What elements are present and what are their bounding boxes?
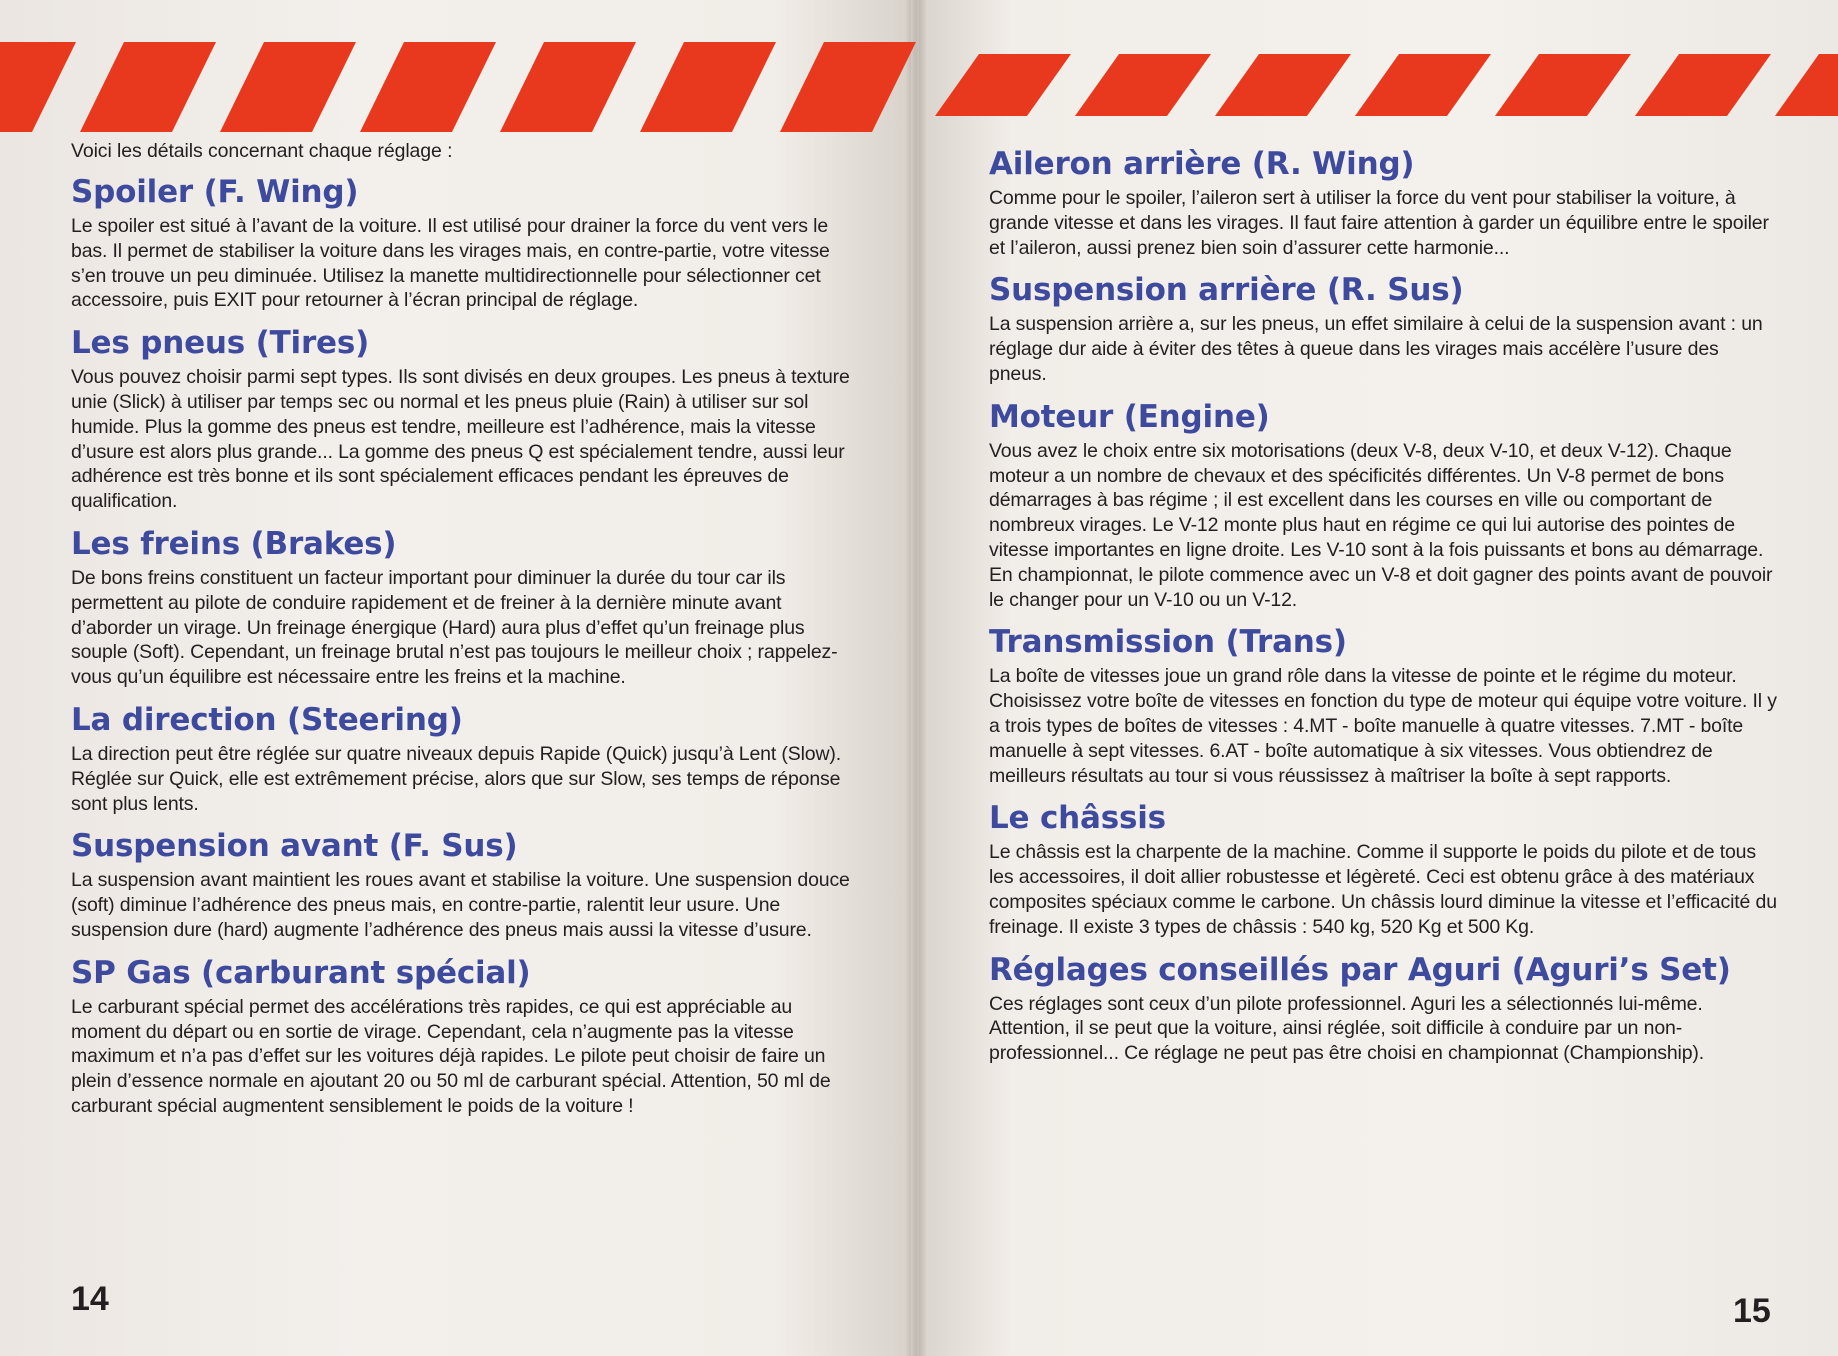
- section-body: Vous pouvez choisir parmi sept types. Ils sont divisés en deux groupes. Les pneus à texture unie (Slick) à utiliser par temps sec ou normal et les pneus pluie (Rain) à utiliser sur sol humide. Plus la gomme des pneus est tendre, meilleure est l’adhérence, mais la vitesse d’usure est alors plus grande... La gomme des pneus Q est spécialement tendre, aussi leur adhérence est très bonne et ils sont spécialement efficaces pendant les épreuves de qualification.: [71, 366, 850, 513]
- section-spoiler: [71, 172, 861, 313]
- right-column: [989, 144, 1779, 1076]
- stripe-right-1: [1075, 54, 1211, 116]
- intro-text: Voici les détails concernant chaque réglage :: [71, 140, 453, 162]
- section-heading: Suspension arrière (R. Sus): [989, 272, 1464, 309]
- section-heading: La direction (Steering): [71, 701, 463, 738]
- section-sp-gas: [71, 953, 861, 1119]
- stripe-group: [0, 42, 1838, 132]
- section-tires: [71, 323, 861, 514]
- stripe-left-0: [0, 42, 76, 132]
- section-steering: [71, 700, 861, 816]
- section-body: Ces réglages sont ceux d’un pilote professionnel. Aguri les a sélectionnés lui-même. Attention, il se peut que la voiture, ainsi réglée, soit difficile à conduire par un non-professionnel... Ce réglage ne peut pas être choisi en championnat (Championship).: [989, 992, 1705, 1065]
- section-brakes: [71, 524, 861, 690]
- stripe-left-3: [360, 42, 496, 132]
- section-body: Le carburant spécial permet des accélérations très rapides, ce qui est appréciable au moment du départ ou en sortie de virage. Cependant, cela n’augmente pas la vitesse maximum et n’a pas d’effet sur les voitures déjà rapides. Le pilote peut choisir de faire un plein d’essence normale en ajoutant 20 ou 50 ml de carburant spécial. Attention, 50 ml de carburant spécial augmentent sensiblement le poids de la voiture !: [71, 995, 831, 1117]
- hazard-stripe-band: [0, 0, 1838, 140]
- section-engine: [989, 397, 1779, 613]
- stripe-left-6: [780, 42, 916, 132]
- section-body: La suspension avant maintient les roues avant et stabilise la voiture. Une suspension douce (soft) diminue l’adhérence des pneus mais, en contre-partie, ralentit leur usure. Une suspension dure (hard) augmente l’adhérence des pneus mais aussi la vitesse d’usure.: [71, 869, 850, 941]
- section-chassis: [989, 798, 1779, 939]
- section-body: Vous avez le choix entre six motorisations (deux V-8, deux V-10, et deux V-12). Chaque moteur a un nombre de chevaux et des spécificités différentes. Un V-8 permet de bons démarrages à bas régime ; il est excellent dans les courses en ville ou comportant de nombreux virages. Le V-12 monte plus haut en régime ce qui lui autorise des pointes de vitesse importantes en ligne droite. Les V-10 sont à la fois puissants et bons au démarrage. En championnat, le pilote commence avec un V-8 et doit gagner des points avant de pouvoir le changer pour un V-10 ou un V-12.: [989, 439, 1773, 611]
- section-body: La boîte de vitesses joue un grand rôle dans la vitesse de pointe et le régime du moteur. Choisissez votre boîte de vitesses en fonction du type de moteur qui équipe votre voiture. Il y a trois types de boîtes de vitesses : 4.MT - boîte manuelle à quatre vitesses. 7.MT - boîte manuelle à sept vitesses. 6.AT - boîte automatique à six vitesses. Vous obtiendrez de meilleurs résultats au tour si vous réussissez à maîtriser la boîte à sept rapports.: [989, 665, 1777, 787]
- left-column: [71, 138, 861, 1129]
- section-body: Le spoiler est situé à l’avant de la voiture. Il est utilisé pour drainer la force du vent vers le bas. Il permet de stabiliser la voiture dans les virages mais, en contre-partie, votre vitesse s’en trouve un peu diminuée. Utilisez la manette multidirectionnelle pour sélectionner cet accessoire, puis EXIT pour retourner à l’écran principal de réglage.: [71, 215, 830, 312]
- stripe-right-6: [1775, 54, 1838, 116]
- section-heading: Réglages conseillés par Aguri (Aguri’s Set): [989, 951, 1731, 988]
- section-body: De bons freins constituent un facteur important pour diminuer la durée du tour car ils permettent au pilote de conduire rapidement et de freiner à la dernière minute avant d’aborder un virage. Un freinage énergique (Hard) aura plus d’effet qu’un freinage plus souple (Soft). Cependant, un freinage brutal n’est pas toujours le meilleur choix ; rappelez-vous qu’un équilibre est nécessaire entre les freins et la machine.: [71, 566, 838, 689]
- section-heading: Aileron arrière (R. Wing): [989, 146, 1415, 182]
- stripe-right-2: [1215, 54, 1351, 116]
- stripe-right-5: [1635, 54, 1771, 116]
- section-heading: Transmission (Trans): [989, 624, 1347, 661]
- section-heading: Suspension avant (F. Sus): [71, 828, 518, 865]
- section-front-suspension: [71, 826, 861, 942]
- section-heading: Les freins (Brakes): [71, 525, 397, 562]
- stripe-left-1: [80, 42, 216, 132]
- section-heading: Les pneus (Tires): [71, 325, 370, 362]
- section-body: Le châssis est la charpente de la machine. Comme il supporte le poids du pilote et de tous les accessoires, il doit allier robustesse et légèreté. Ceci est obtenu grâce à des matériaux composites spéciaux comme le carbone. Un châssis lourd diminue la vitesse et l’efficacité du freinage. Il existe 3 types de châssis : 540 kg, 520 Kg et 500 Kg.: [989, 841, 1777, 938]
- stripe-left-4: [500, 42, 636, 132]
- stripe-left-5: [640, 42, 776, 132]
- section-heading: SP Gas (carburant spécial): [71, 954, 531, 991]
- book-spine: [905, 0, 927, 1356]
- section-transmission: [989, 622, 1779, 788]
- section-aguri-set: [989, 950, 1779, 1066]
- stripe-right-4: [1495, 54, 1631, 116]
- section-rear-wing: [989, 144, 1779, 260]
- section-body: La direction peut être réglée sur quatre niveaux depuis Rapide (Quick) jusqu’à Lent (Slow). Réglée sur Quick, elle est extrêmement précise, alors que sur Slow, ses temps de réponse sont plus lents.: [71, 742, 842, 815]
- page-number-right: 15: [1733, 1292, 1771, 1330]
- stripe-left-2: [220, 42, 356, 132]
- section-heading: Le châssis: [989, 800, 1166, 837]
- section-body: La suspension arrière a, sur les pneus, un effet similaire à celui de la suspension avant : un réglage dur aide à éviter des têtes à queue dans les virages mais accélère l’usure des pneus.: [989, 313, 1763, 385]
- section-body: Comme pour le spoiler, l’aileron sert à utiliser la force du vent pour stabiliser la voiture, à grande vitesse et dans les virages. Il faut faire attention à garder un équilibre entre le spoiler et l’aileron, aussi prenez bien soin d’assurer cette harmonie...: [989, 187, 1769, 259]
- page-number-left: 14: [71, 1280, 109, 1318]
- stripe-right-3: [1355, 54, 1491, 116]
- section-rear-suspension: [989, 270, 1779, 386]
- stripe-right-0: [935, 54, 1071, 116]
- section-heading: Moteur (Engine): [989, 398, 1270, 435]
- section-heading: Spoiler (F. Wing): [71, 174, 359, 210]
